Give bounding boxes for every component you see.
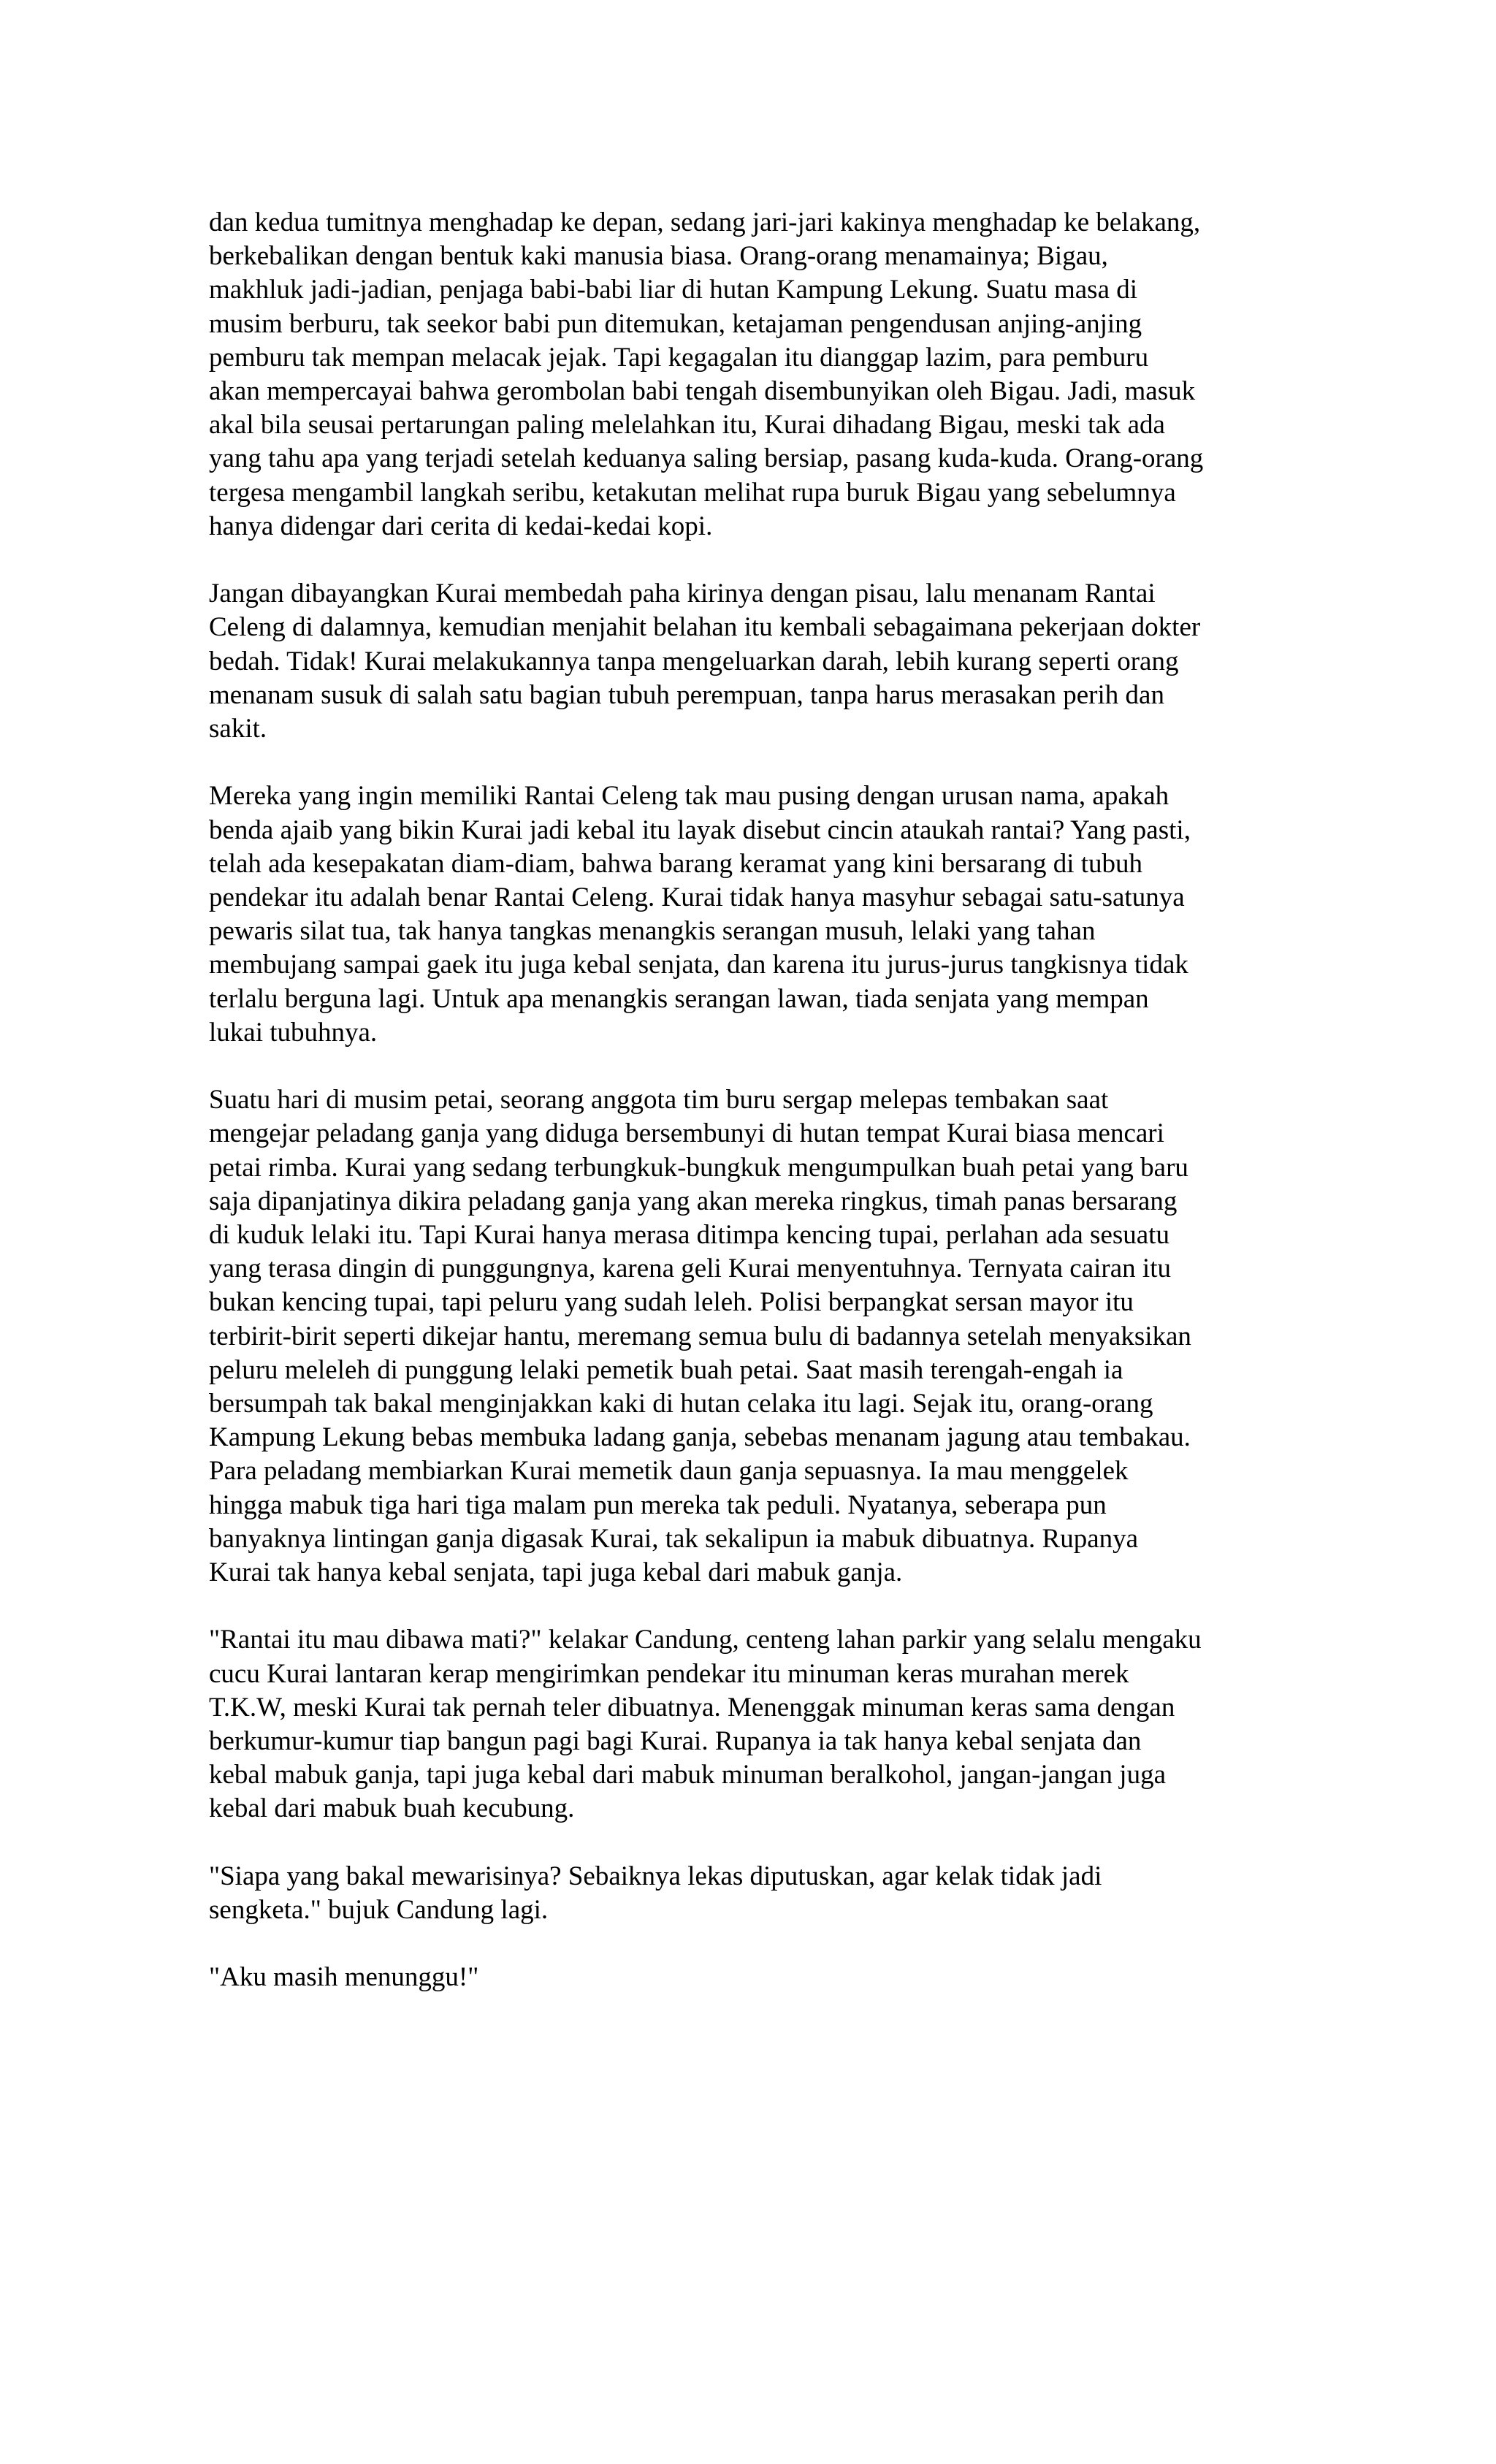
text-line: makhluk jadi-jadian, penjaga babi-babi liar di hutan Kampung Lekung. Suatu masa di	[209, 275, 1138, 305]
text-line: pemburu tak mempan melacak jejak. Tapi kegagalan itu dianggap lazim, para pemburu	[209, 342, 1149, 373]
text-line: musim berburu, tak seekor babi pun ditemukan, ketajaman pengendusan anjing-anjing	[209, 308, 1142, 339]
text-line: "Aku masih menunggu!"	[209, 1962, 479, 1993]
text-line: Para peladang membiarkan Kurai memetik daun ganja sepuasnya. Ia mau menggelek	[209, 1456, 1129, 1487]
text-line: berkebalikan dengan bentuk kaki manusia biasa. Orang-orang menamainya; Bigau,	[209, 241, 1108, 272]
text-line: tergesa mengambil langkah seribu, ketakutan melihat rupa buruk Bigau yang sebelumnya	[209, 477, 1176, 508]
paragraph-2	[209, 577, 1305, 746]
text-line: kebal mabuk ganja, tapi juga kebal dari mabuk minuman beralkohol, jangan-jangan juga	[209, 1760, 1166, 1790]
text-line: "Siapa yang bakal mewarisinya? Sebaiknya lekas diputuskan, agar kelak tidak jadi	[209, 1861, 1102, 1891]
text-line: yang terasa dingin di punggungnya, karena geli Kurai menyentuhnya. Ternyata cairan itu	[209, 1254, 1171, 1284]
text-line: berkumur-kumur tiap bangun pagi bagi Kurai. Rupanya ia tak hanya kebal senjata dan	[209, 1726, 1142, 1757]
text-line: T.K.W, meski Kurai tak pernah teler dibuatnya. Menenggak minuman keras sama dengan	[209, 1692, 1175, 1723]
text-line: Kampung Lekung bebas membuka ladang ganja, sebebas menanam jagung atau tembakau.	[209, 1422, 1191, 1453]
text-line: kebal dari mabuk buah kecubung.	[209, 1793, 575, 1824]
text-line: bersumpah tak bakal menginjakkan kaki di hutan celaka itu lagi. Sejak itu, orang-orang	[209, 1389, 1153, 1419]
text-line: peluru meleleh di punggung lelaki pemetik buah petai. Saat masih terengah-engah ia	[209, 1354, 1123, 1385]
paragraph-4	[209, 1083, 1305, 1590]
text-line: mengejar peladang ganja yang diduga bersembunyi di hutan tempat Kurai biasa mencari	[209, 1118, 1164, 1149]
text-line: terbirit-birit seperti dikejar hantu, meremang semua bulu di badannya setelah menyaksikan	[209, 1321, 1191, 1351]
text-line: membujang sampai gaek itu juga kebal senjata, dan karena itu jurus-jurus tangkisnya tidak	[209, 950, 1188, 980]
text-line: terlalu berguna lagi. Untuk apa menangkis serangan lawan, tiada senjata yang mempan	[209, 983, 1149, 1014]
text-line: saja dipanjatinya dikira peladang ganja yang akan mereka ringkus, timah panas bersarang	[209, 1186, 1178, 1216]
text-line: Celeng di dalamnya, kemudian menjahit belahan itu kembali sebagaimana pekerjaan dokter	[209, 612, 1201, 643]
text-line: banyaknya lintingan ganja digasak Kurai, tak sekalipun ia mabuk dibuatnya. Rupanya	[209, 1523, 1139, 1554]
text-line: yang tahu apa yang terjadi setelah keduanya saling bersiap, pasang kuda-kuda. Orang-orang	[209, 443, 1204, 474]
text-line: petai rimba. Kurai yang sedang terbungkuk-bungkuk mengumpulkan buah petai yang baru	[209, 1152, 1188, 1183]
text-line: hingga mabuk tiga hari tiga malam pun mereka tak peduli. Nyatanya, seberapa pun	[209, 1490, 1107, 1520]
text-line: Jangan dibayangkan Kurai membedah paha kirinya dengan pisau, lalu menanam Rantai	[209, 579, 1156, 609]
text-line: pewaris silat tua, tak hanya tangkas menangkis serangan musuh, lelaki yang tahan	[209, 916, 1096, 947]
paragraph-3	[209, 779, 1305, 1050]
text-line: hanya didengar dari cerita di kedai-kedai kopi.	[209, 511, 713, 541]
text-line: sengketa." bujuk Candung lagi.	[209, 1895, 549, 1926]
text-line: akan mempercayai bahwa gerombolan babi tengah disembunyikan oleh Bigau. Jadi, masuk	[209, 376, 1196, 407]
text-line: "Rantai itu mau dibawa mati?" kelakar Candung, centeng lahan parkir yang selalu mengaku	[209, 1625, 1202, 1655]
text-line: sakit.	[209, 714, 267, 744]
paragraph-6	[209, 1860, 1305, 1927]
text-line: cucu Kurai lantaran kerap mengirimkan pendekar itu minuman keras murahan merek	[209, 1658, 1129, 1689]
text-line: telah ada kesepakatan diam-diam, bahwa barang keramat yang kini bersarang di tubuh	[209, 848, 1143, 879]
text-line: pendekar itu adalah benar Rantai Celeng. Kurai tidak hanya masyhur sebagai satu-satunya	[209, 882, 1185, 913]
paragraph-1	[209, 206, 1305, 543]
document-body	[209, 206, 1305, 2029]
text-line: dan kedua tumitnya menghadap ke depan, sedang jari-jari kakinya menghadap ke belakang,	[209, 207, 1201, 237]
text-line: bedah. Tidak! Kurai melakukannya tanpa mengeluarkan darah, lebih kurang seperti orang	[209, 646, 1179, 676]
text-line: benda ajaib yang bikin Kurai jadi kebal itu layak disebut cincin ataukah rantai? Yang pasti,	[209, 815, 1191, 845]
text-line: bukan kencing tupai, tapi peluru yang sudah leleh. Polisi berpangkat sersan mayor itu	[209, 1287, 1134, 1318]
text-line: menanam susuk di salah satu bagian tubuh perempuan, tanpa harus merasakan perih dan	[209, 679, 1164, 710]
text-line: Mereka yang ingin memiliki Rantai Celeng tak mau pusing dengan urusan nama, apakah	[209, 781, 1169, 812]
paragraph-7	[209, 1961, 1305, 1994]
text-line: Suatu hari di musim petai, seorang anggota tim buru sergap melepas tembakan saat	[209, 1085, 1109, 1115]
text-line: di kuduk lelaki itu. Tapi Kurai hanya merasa ditimpa kencing tupai, perlahan ada sesuatu	[209, 1220, 1169, 1251]
text-line: Kurai tak hanya kebal senjata, tapi juga kebal dari mabuk ganja.	[209, 1557, 903, 1588]
paragraph-5	[209, 1623, 1305, 1826]
text-line: akal bila seusai pertarungan paling melelahkan itu, Kurai dihadang Bigau, meski tak ada	[209, 410, 1165, 440]
text-line: lukai tubuhnya.	[209, 1017, 378, 1048]
